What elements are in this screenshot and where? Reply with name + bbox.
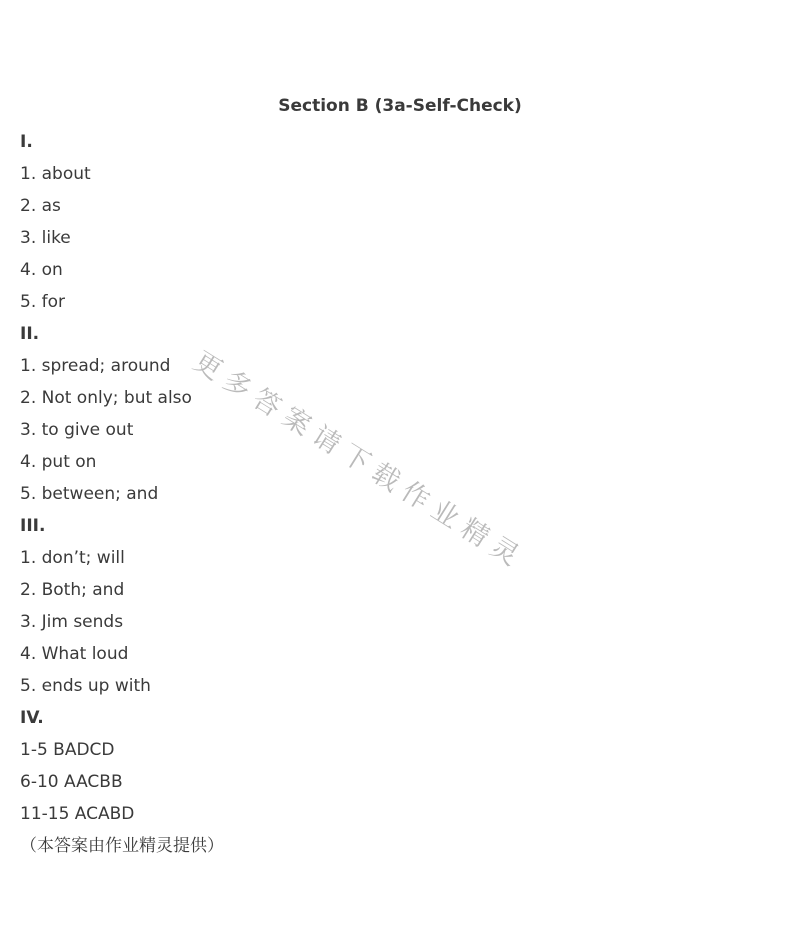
answer-item: 2. Both; and xyxy=(20,580,125,600)
answer-item: 3. like xyxy=(20,228,71,248)
answer-item: 5. for xyxy=(20,292,65,312)
answer-list xyxy=(20,126,224,862)
section-heading-3: III. xyxy=(20,516,46,536)
page-title: Section B (3a-Self-Check) xyxy=(278,96,522,116)
answer-item: 3. Jim sends xyxy=(20,612,124,632)
section-heading-4: IV. xyxy=(20,708,44,728)
answer-item: 2. as xyxy=(20,196,61,216)
answer-item: 4. on xyxy=(20,260,63,280)
section-heading-1: I. xyxy=(20,132,33,152)
watermark-text: 更多答案请下载作业精灵 xyxy=(187,345,531,577)
answer-item: 6-10 AACBB xyxy=(20,772,123,792)
answer-item: 2. Not only; but also xyxy=(20,388,192,408)
answer-item: 4. put on xyxy=(20,452,97,472)
answer-item: 1. about xyxy=(20,164,91,184)
answer-item: 5. ends up with xyxy=(20,676,151,696)
answer-item: 11-15 ACABD xyxy=(20,804,135,824)
answer-item: 5. between; and xyxy=(20,484,159,504)
answer-item: 3. to give out xyxy=(20,420,134,440)
source-note: （本答案由作业精灵提供） xyxy=(20,836,224,856)
answer-item: 4. What loud xyxy=(20,644,129,664)
answer-item: 1. don’t; will xyxy=(20,548,125,568)
answer-item: 1. spread; around xyxy=(20,356,171,376)
answer-item: 1-5 BADCD xyxy=(20,740,115,760)
section-heading-2: II. xyxy=(20,324,40,344)
